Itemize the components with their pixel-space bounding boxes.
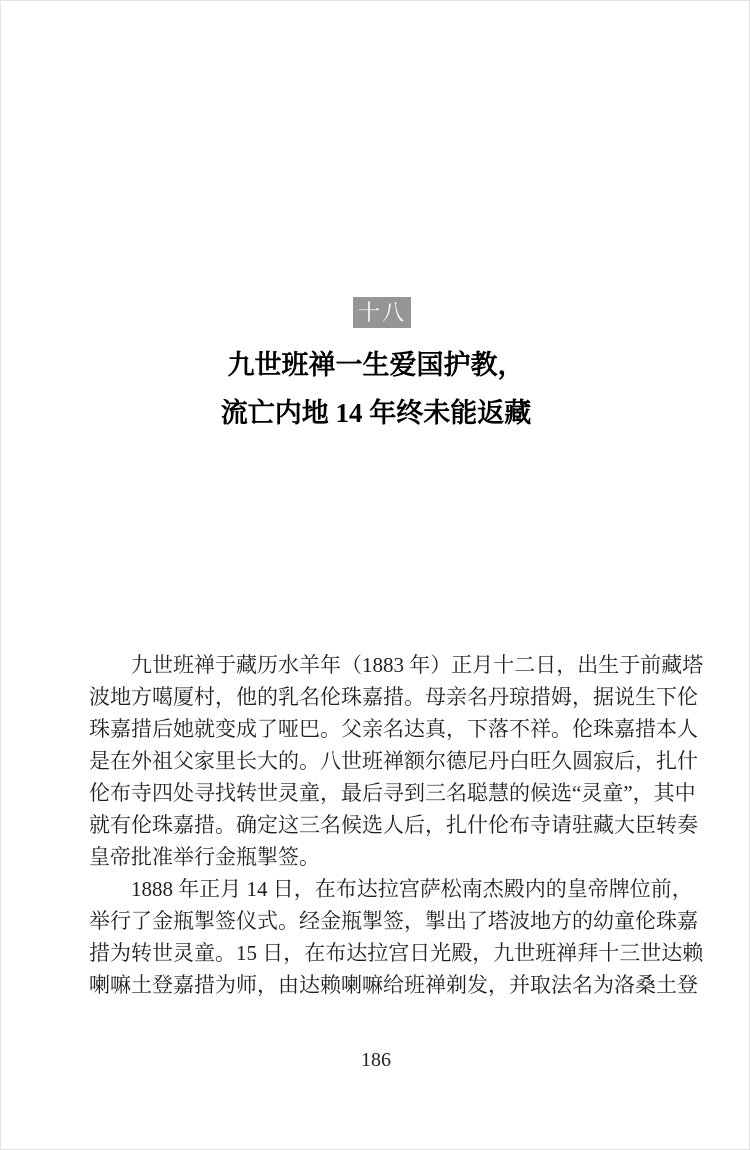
body-line: 措为转世灵童。15 日，在布达拉宫日光殿，九世班禅拜十三世达赖 (89, 941, 704, 965)
chapter-number-badge: 十八 (353, 297, 411, 328)
body-line: 举行了金瓶掣签仪式。经金瓶掣签，掣出了塔波地方的幼童伦珠嘉 (89, 909, 698, 933)
body-line: 是在外祖父家里长大的。八世班禅额尔德尼丹白旺久圆寂后，扎什 (89, 749, 698, 773)
body-line: 喇嘛土登嘉措为师，由达赖喇嘛给班禅剃发，并取法名为洛桑土登 (89, 973, 698, 997)
body-text (89, 649, 704, 1001)
body-line: 皇帝批准举行金瓶掣签。 (89, 845, 320, 869)
chapter-title-line-1: 九世班禅一生爱国护教， (227, 350, 525, 380)
chapter-title-line-2: 流亡内地 14 年终未能返藏 (220, 398, 532, 428)
body-line: 1888 年正月 14 日，在布达拉宫萨松南杰殿内的皇帝牌位前， (131, 877, 693, 901)
body-line: 伦布寺四处寻找转世灵童，最后寻到三名聪慧的候选“灵童”，其中 (89, 781, 696, 805)
page-number: 186 (361, 1049, 391, 1071)
body-line: 珠嘉措后她就变成了哑巴。父亲名达真，下落不祥。伦珠嘉措本人 (89, 717, 698, 741)
body-line: 波地方噶厦村，他的乳名伦珠嘉措。母亲名丹琼措姆，据说生下伦 (89, 685, 698, 709)
chapter-title (1, 341, 750, 437)
body-line: 就有伦珠嘉措。确定这三名候选人后，扎什伦布寺请驻藏大臣转奏 (89, 813, 698, 837)
body-line: 九世班禅于藏历水羊年（1883 年）正月十二日，出生于前藏塔 (131, 653, 704, 677)
